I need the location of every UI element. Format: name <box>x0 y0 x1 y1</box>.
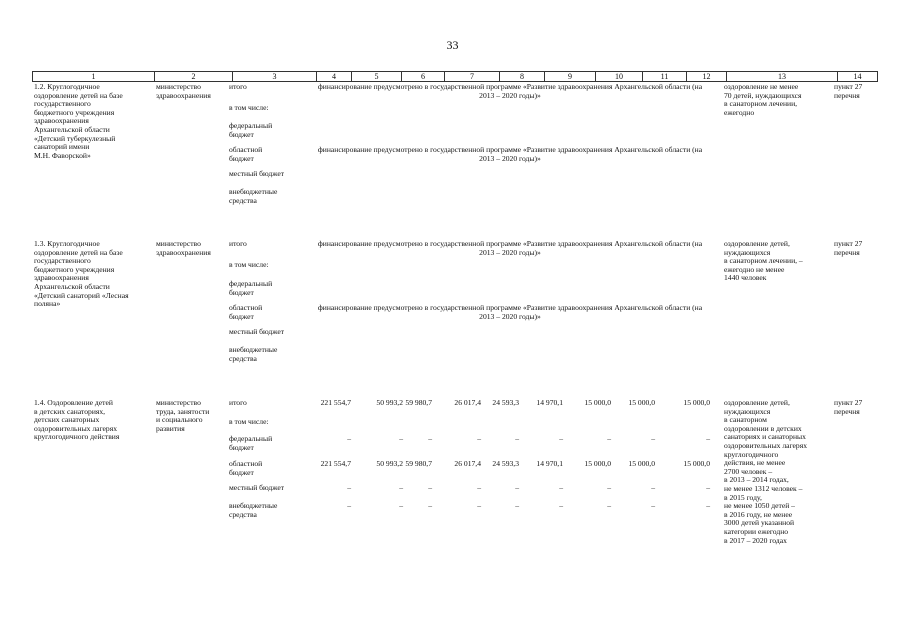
column-header-7: 7 <box>445 72 500 82</box>
federal-value: – <box>515 434 519 443</box>
total-value: 15 000,0 <box>584 398 611 407</box>
regional-value: 24 593,3 <box>492 459 519 468</box>
local-value: – <box>428 483 432 492</box>
extrabudgetary-label: внебюджетные средства <box>229 501 278 519</box>
funding-including-label: в том числе: <box>229 103 269 112</box>
total-value: 14 970,1 <box>536 398 563 407</box>
expected-result: оздоровление детей, нуждающихся в санаторном оздоровлении в детских санаториях и санаторных оздоровительных лагерях круглогодичного действия, не менее 2700 человек – в 2013 – 2014 годах, не менее 1312 человек – в 2015 году, не менее 1050 детей – в 2016 году, не менее 3000 детей указанной категории ежегодно в 2017 – 2020 годах <box>724 398 807 545</box>
federal-value: – <box>706 434 710 443</box>
total-value: 15 000,0 <box>628 398 655 407</box>
federal-value: – <box>347 434 351 443</box>
funding-total-label: итого <box>229 82 247 91</box>
local-value: – <box>559 483 563 492</box>
column-header-3: 3 <box>233 72 317 82</box>
column-header-13: 13 <box>727 72 838 82</box>
local-value: – <box>706 483 710 492</box>
column-header-14: 14 <box>838 72 878 82</box>
extrabudgetary-value: – <box>399 501 403 510</box>
executor: министерство здравоохранения <box>156 239 211 257</box>
extrabudgetary-label: внебюджетные средства <box>229 187 278 205</box>
regional-value: 14 970,1 <box>536 459 563 468</box>
extrabudgetary-value: – <box>515 501 519 510</box>
column-header-9: 9 <box>545 72 596 82</box>
regional-value: 15 000,0 <box>683 459 710 468</box>
financing-note: финансирование предусмотрено в государственной программе «Развитие здравоохранения Архангельской области (на 2013 – 2020 годы)» <box>317 239 703 257</box>
financing-note: финансирование предусмотрено в государственной программе «Развитие здравоохранения Архангельской области (на 2013 – 2020 годы)» <box>317 303 703 321</box>
funding-including-label: в том числе: <box>229 260 269 269</box>
regional-value: 15 000,0 <box>628 459 655 468</box>
column-header-5: 5 <box>352 72 402 82</box>
federal-budget-label: федеральный бюджет <box>229 434 273 452</box>
total-value: 26 017,4 <box>454 398 481 407</box>
extrabudgetary-value: – <box>428 501 432 510</box>
regional-value: 15 000,0 <box>584 459 611 468</box>
extrabudgetary-value: – <box>651 501 655 510</box>
executor: министерство здравоохранения <box>156 82 211 100</box>
regional-value: 221 554,7 <box>320 459 351 468</box>
column-header-4: 4 <box>317 72 352 82</box>
funding-including-label: в том числе: <box>229 417 269 426</box>
regional-value: 26 017,4 <box>454 459 481 468</box>
column-number-header <box>32 71 878 82</box>
expected-result: оздоровление детей, нуждающихся в санаторном лечении, – ежегодно не менее 1440 человек <box>724 239 803 283</box>
local-value: – <box>515 483 519 492</box>
local-value: – <box>477 483 481 492</box>
column-header-6: 6 <box>402 72 445 82</box>
executor: министерство труда, занятости и социального развития <box>156 398 210 433</box>
extrabudgetary-value: – <box>477 501 481 510</box>
local-budget-label: местный бюджет <box>229 169 285 178</box>
reference: пункт 27 перечня <box>834 82 863 100</box>
federal-value: – <box>651 434 655 443</box>
financing-note: финансирование предусмотрено в государственной программе «Развитие здравоохранения Архангельской области (на 2013 – 2020 годы)» <box>317 145 703 163</box>
program-name: 1.2. Круглогодичное оздоровление детей на базе государственного бюджетного учреждения здравоохранения Архангельской области «Детский туберкулезный санаторий имени М.Н. Фаворской» <box>34 82 123 160</box>
local-budget-label: местный бюджет <box>229 483 285 492</box>
funding-total-label: итого <box>229 398 247 407</box>
federal-value: – <box>428 434 432 443</box>
column-header-10: 10 <box>596 72 643 82</box>
federal-value: – <box>399 434 403 443</box>
financing-note: финансирование предусмотрено в государственной программе «Развитие здравоохранения Архангельской области (на 2013 – 2020 годы)» <box>317 82 703 100</box>
local-value: – <box>347 483 351 492</box>
reference: пункт 27 перечня <box>834 398 863 416</box>
total-value: 221 554,7 <box>320 398 351 407</box>
reference: пункт 27 перечня <box>834 239 863 257</box>
federal-value: – <box>477 434 481 443</box>
federal-budget-label: федеральный бюджет <box>229 279 273 297</box>
total-value: 24 593,3 <box>492 398 519 407</box>
program-name: 1.3. Круглогодичное оздоровление детей на базе государственного бюджетного учреждения здравоохранения Архангельской области «Детский санаторий «Лесная поляна» <box>34 239 129 309</box>
federal-budget-label: федеральный бюджет <box>229 121 273 139</box>
page-number: 33 <box>446 38 459 52</box>
local-value: – <box>651 483 655 492</box>
local-value: – <box>607 483 611 492</box>
regional-budget-label: областной бюджет <box>229 459 263 477</box>
extrabudgetary-value: – <box>607 501 611 510</box>
federal-value: – <box>559 434 563 443</box>
column-header-8: 8 <box>500 72 545 82</box>
regional-budget-label: областной бюджет <box>229 303 263 321</box>
federal-value: – <box>607 434 611 443</box>
regional-value: 50 993,2 <box>376 459 403 468</box>
total-value: 59 980,7 <box>405 398 432 407</box>
total-value: 50 993,2 <box>376 398 403 407</box>
regional-value: 59 980,7 <box>405 459 432 468</box>
extrabudgetary-value: – <box>347 501 351 510</box>
column-header-12: 12 <box>687 72 727 82</box>
column-header-11: 11 <box>643 72 687 82</box>
extrabudgetary-value: – <box>706 501 710 510</box>
extrabudgetary-label: внебюджетные средства <box>229 345 278 363</box>
funding-total-label: итого <box>229 239 247 248</box>
local-value: – <box>399 483 403 492</box>
column-header-2: 2 <box>155 72 233 82</box>
program-name: 1.4. Оздоровление детей в детских санаториях, детских санаторных оздоровительных лагерях круглогодичного действия <box>34 398 120 442</box>
local-budget-label: местный бюджет <box>229 327 285 336</box>
total-value: 15 000,0 <box>683 398 710 407</box>
column-header-1: 1 <box>33 72 155 82</box>
extrabudgetary-value: – <box>559 501 563 510</box>
expected-result: оздоровление не менее 70 детей, нуждающихся в санаторном лечении, ежегодно <box>724 82 802 117</box>
regional-budget-label: областной бюджет <box>229 145 263 163</box>
